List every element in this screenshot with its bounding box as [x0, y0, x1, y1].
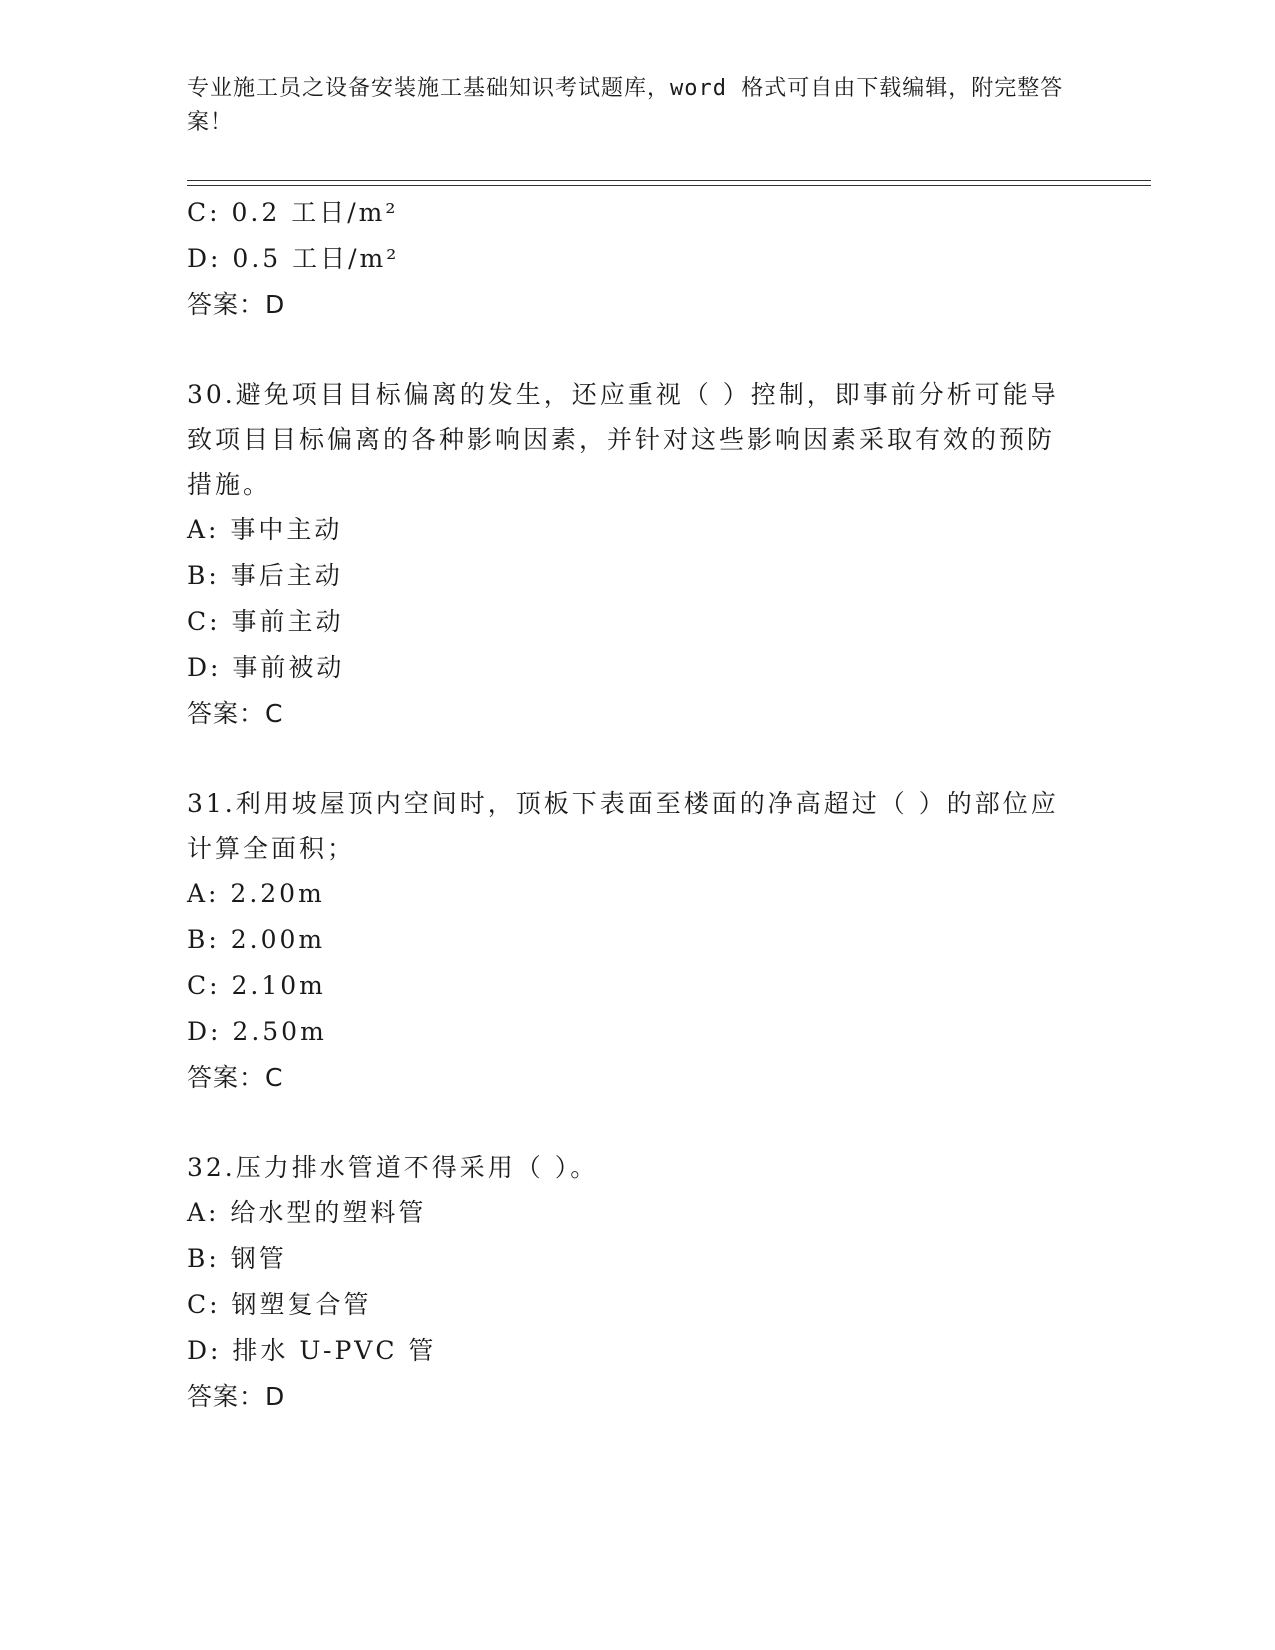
option-b: B: 事后主动: [187, 561, 343, 590]
option-d: D: 事前被动: [187, 653, 345, 682]
option-d: D: 0.5 工日/m²: [187, 244, 400, 273]
question-stem: 32.压力排水管道不得采用（ ）。: [187, 1153, 599, 1182]
answer-text: 答案：C: [187, 699, 284, 728]
option-c: C: 事前主动: [187, 607, 344, 636]
option-c: C: 2.10m: [187, 971, 326, 1000]
question-stem: 30.避免项目目标偏离的发生，还应重视（ ）控制，即事前分析可能导致项目目标偏离的各种影响因素，并针对这些影响因素采取有效的预防措施。: [187, 380, 1059, 499]
header-divider-bottom: [187, 185, 1151, 186]
answer-text: 答案：D: [187, 1382, 286, 1411]
question-31: [187, 781, 1067, 1101]
option-b: B: 2.00m: [187, 925, 326, 954]
option-b: B: 钢管: [187, 1244, 287, 1273]
option-a: A: 2.20m: [187, 879, 325, 908]
question-29-tail: [187, 190, 1067, 328]
option-d: D: 2.50m: [187, 1017, 327, 1046]
option-c: C: 0.2 工日/m²: [187, 198, 399, 227]
document-body: [187, 190, 1067, 1420]
question-30: [187, 372, 1067, 737]
question-32: [187, 1145, 1067, 1420]
header-divider-top: [187, 180, 1151, 181]
answer-text: 答案：C: [187, 1063, 284, 1092]
document-header: 专业施工员之设备安装施工基础知识考试题库，word 格式可自由下载编辑，附完整答案！: [187, 76, 1064, 135]
answer-text: 答案：D: [187, 290, 286, 319]
option-d: D: 排水 U-PVC 管: [187, 1336, 437, 1365]
option-c: C: 钢塑复合管: [187, 1290, 372, 1319]
question-stem: 31.利用坡屋顶内空间时，顶板下表面至楼面的净高超过（ ）的部位应计算全面积；: [187, 789, 1059, 863]
option-a: A: 事中主动: [187, 515, 343, 544]
option-a: A: 给水型的塑料管: [187, 1198, 427, 1227]
